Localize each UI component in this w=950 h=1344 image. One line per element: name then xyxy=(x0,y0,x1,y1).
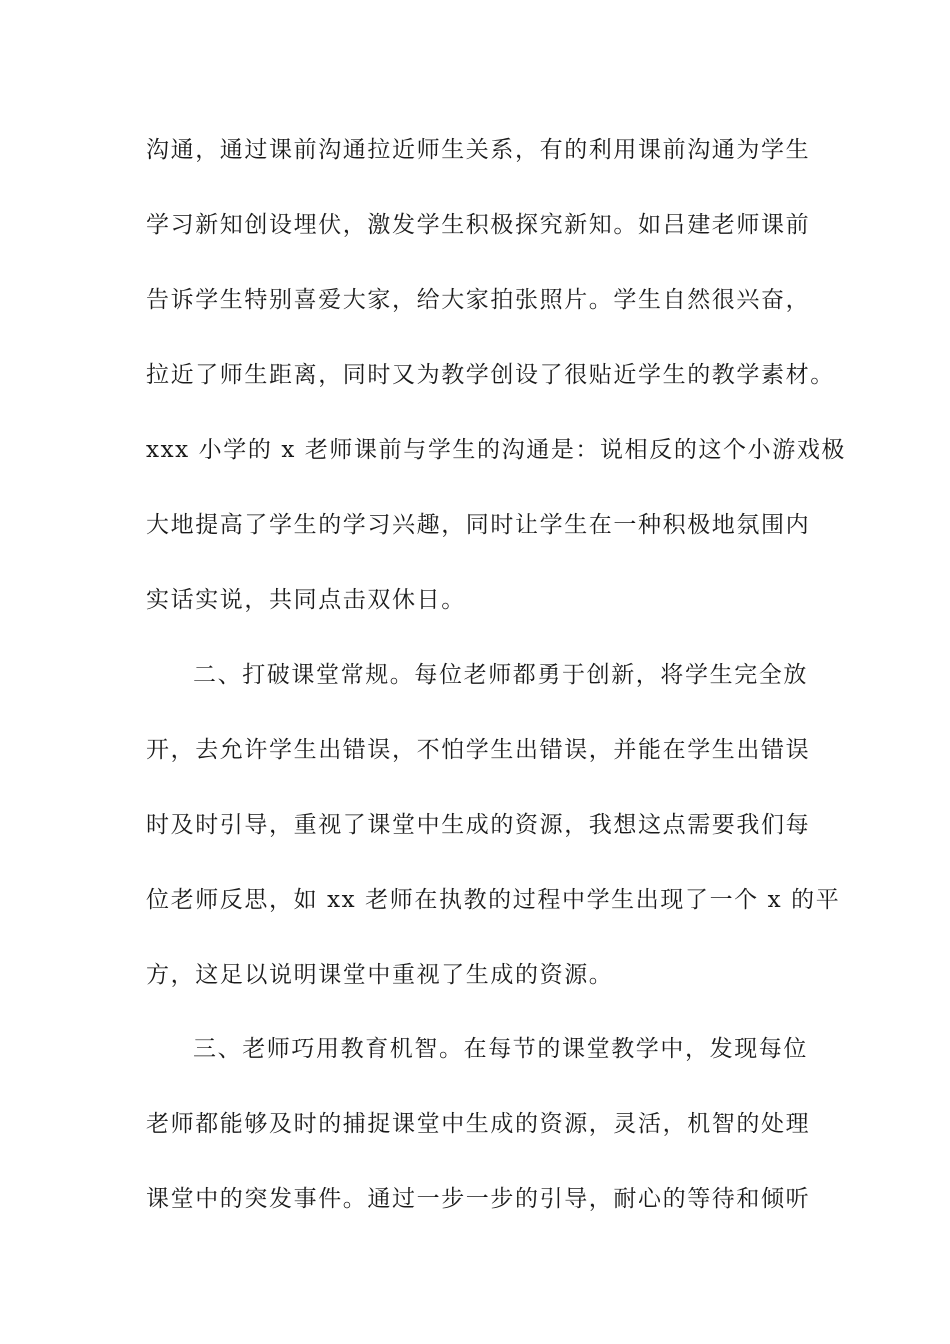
paragraph-line: 课堂中的突发事件。通过一步一步的引导，耐心的等待和倾听 xyxy=(146,1186,811,1212)
paragraph-line: 沟通，通过课前沟通拉近师生关系，有的利用课前沟通为学生 xyxy=(146,137,811,163)
paragraph-line: xxx 小学的 x 老师课前与学生的沟通是：说相反的这个小游戏极 xyxy=(146,437,847,463)
paragraph-line: 方，这足以说明课堂中重视了生成的资源。 xyxy=(146,962,614,988)
paragraph-line: 老师都能够及时的捕捉课堂中生成的资源，灵活，机智的处理 xyxy=(146,1111,811,1137)
paragraph-line: 时及时引导，重视了课堂中生成的资源，我想这点需要我们每 xyxy=(146,812,811,838)
paragraph-line: 位老师反思，如 xx 老师在执教的过程中学生出现了一个 x 的平 xyxy=(146,887,841,913)
paragraph-line: 实话实说，共同点击双休日。 xyxy=(146,587,466,613)
paragraph-line: 开，去允许学生出错误，不怕学生出错误，并能在学生出错误 xyxy=(146,737,811,763)
paragraph-line: 拉近了师生距离，同时又为教学创设了很贴近学生的教学素材。 xyxy=(146,362,835,388)
paragraph-line: 学习新知创设埋伏，激发学生积极探究新知。如吕建老师课前 xyxy=(146,212,811,238)
paragraph-line: 二、打破课堂常规。每位老师都勇于创新，将学生完全放 xyxy=(193,662,808,688)
paragraph-line: 告诉学生特别喜爱大家，给大家拍张照片。学生自然很兴奋， xyxy=(146,287,811,313)
paragraph-line: 三、老师巧用教育机智。在每节的课堂教学中，发现每位 xyxy=(193,1036,808,1062)
paragraph-line: 大地提高了学生的学习兴趣，同时让学生在一种积极地氛围内 xyxy=(146,512,811,538)
